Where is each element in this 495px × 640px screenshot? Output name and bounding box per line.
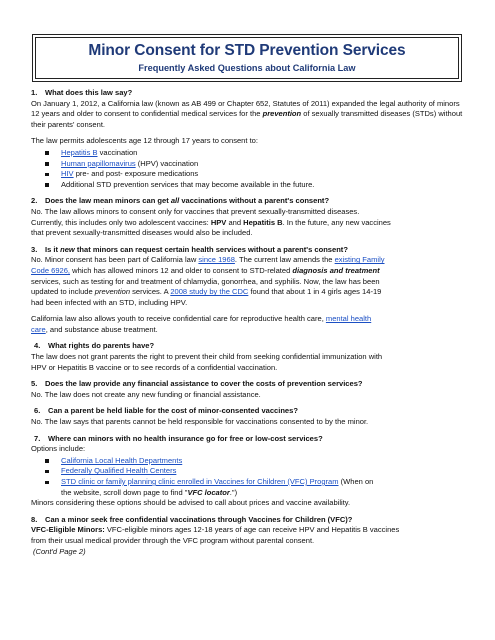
title-box [32, 34, 462, 82]
faq-question-3: 3. Is it new that minors can request certain health services without a parent's consent? [31, 244, 348, 254]
hiv-link[interactable]: HIV [61, 169, 74, 179]
faq-content [31, 88, 467, 557]
consent-list [31, 148, 467, 190]
faq-answer-5: No. The law does not create any new funding or financial assistance. [31, 389, 261, 399]
faq-answer-3-paragraph-2: California law also allows youth to receive confidential care for reproductive health care, mental health care, and substance abuse treatment. [31, 314, 372, 334]
faq-answer-1-paragraph: On January 1, 2012, a California law (known as AB 499 or Chapter 652, Statutes of 2011) expanded the legal authority of minors 12 years and older to consent to confidential medical services for the prevention of sexually transmitted diseases (STDs) without their parents' consent. [31, 98, 463, 129]
faq-answer-3: No. Minor consent has been part of California law since 1968. The current law amends the existing Family Code 6926, which has allowed minors 12 and older to consent to STD-related diagnosis and treatment services, such as testing for and treatment of chlamydia, gonorrhea, and syphilis. Now, the law has been updated to include prevention services. A 2008 study by the CDC found that about 1 in 4 girls ages 14-19 had been infected with an STD, including HPV. [31, 255, 385, 307]
faq-answer-1-intro: The law permits adolescents age 12 through 17 years to consent to: [31, 136, 258, 146]
list-item [31, 466, 467, 477]
list-item: Additional STD prevention services that may become available in the future. [31, 180, 467, 191]
vfc-program-link[interactable]: STD clinic or family planning clinic enrolled in Vaccines for Children (VFC) Program [61, 477, 339, 486]
faq-question-2: 2. Does the law mean minors can get all vaccinations without a parent's consent? [31, 196, 330, 206]
mental-health-care-link[interactable]: care [31, 324, 46, 334]
faq-answer-6: No. The law says that parents cannot be held responsible for vaccinations consented to by the minor. [31, 417, 369, 427]
family-code-link[interactable]: existing Family [334, 255, 385, 265]
faq-answer-4: The law does not grant parents the right to prevent their child from seeking confidential immunization with HPV or Hepatitis B vaccine or to see records of a confidential vaccination. [31, 352, 383, 372]
faq-question-4: 4. What rights do parents have? [34, 341, 155, 351]
family-code-link-cont[interactable]: Code 6926, [31, 265, 71, 275]
faq-question-7: 7. Where can minors with no health insurance go for free or low-cost services? [34, 433, 323, 443]
list-item: Hepatitis B vaccination [31, 148, 467, 159]
list-item: HIV pre- and post- exposure medications [31, 169, 467, 180]
options-list [31, 456, 467, 498]
faq-answer-2: No. The law allows minors to consent only for vaccines that prevent sexually-transmitted diseases. Currently, this includes only two adolescent vaccines: HPV and Hepatitis B. In the future, any new vaccines that prevent sexually-transmitted diseases would also be included. [31, 206, 391, 238]
list-item [31, 456, 467, 467]
mental-health-link[interactable]: mental health [325, 314, 372, 324]
cdc-study-link[interactable]: 2008 study by the CDC [170, 287, 249, 297]
hepatitis-b-link[interactable]: Hepatitis B [61, 147, 98, 157]
page-title: Minor Consent for STD Prevention Services [88, 42, 406, 59]
continued-note: (Cont'd Page 2) [33, 546, 86, 556]
faq-answer-7-intro: Options include: [31, 444, 86, 454]
fqhc-link[interactable]: Federally Qualified Health Centers [61, 466, 177, 476]
faq-question-5: 5. Does the law provide any financial assistance to cover the costs of prevention services? [31, 379, 363, 389]
hpv-link[interactable]: Human papillomavirus [61, 158, 136, 168]
faq-question-6: 6. Can a parent be held liable for the cost of minor-consented vaccines? [34, 406, 298, 416]
local-health-departments-link[interactable]: California Local Health Departments [61, 455, 183, 465]
list-item: STD clinic or family planning clinic enrolled in Vaccines for Children (VFC) Program (When on the website, scroll down page to find "VFC locator.") [31, 477, 467, 498]
faq-question-8: 8. Can a minor seek free confidential vaccinations through Vaccines for Children (VFC)? [31, 514, 353, 524]
faq-question-1: 1. What does this law say? [31, 88, 133, 97]
list-item: Human papillomavirus (HPV) vaccination [31, 159, 467, 170]
faq-answer-7-note: Minors considering these options should be advised to call about prices and vaccine availability. [31, 498, 351, 508]
faq-answer-8: VFC-Eligible Minors: VFC-eligible minors ages 12-18 years of age can receive HPV and Hepatitis B vaccines from their usual medical provider through the VFC program without parental consent. (Cont'd Page 2) [31, 525, 400, 556]
since-1968-link[interactable]: since 1968 [198, 255, 235, 265]
page-subtitle: Frequently Asked Questions about California Law [138, 63, 356, 73]
